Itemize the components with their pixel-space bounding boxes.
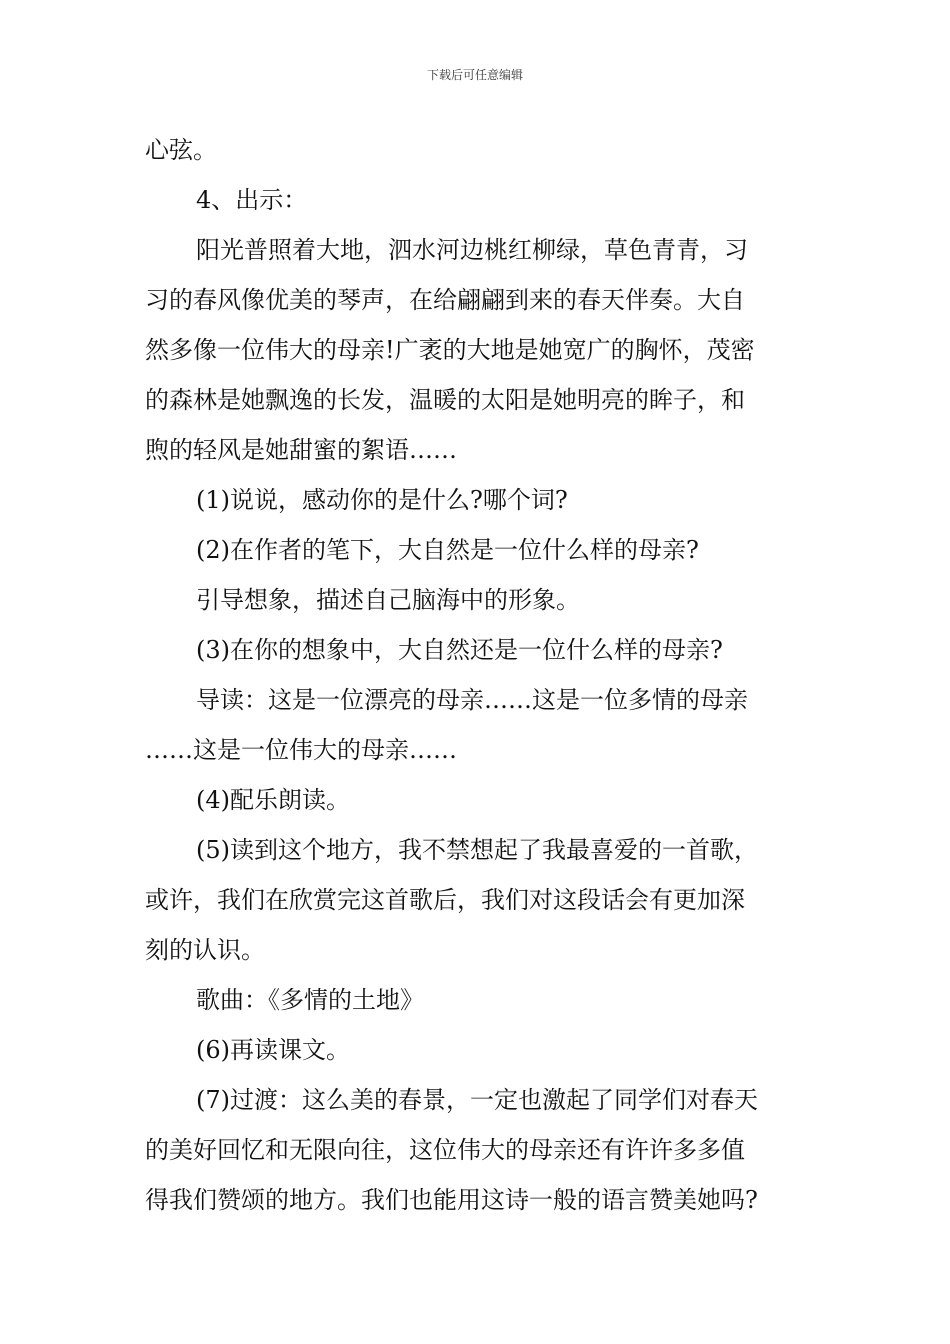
- text-line: 阳光普照着大地，泗水河边桃红柳绿，草色青青，习: [196, 236, 748, 264]
- text-line: (6)再读课文。: [196, 1036, 350, 1064]
- page-header: 下载后可任意编辑: [426, 68, 523, 82]
- text-line: (5)读到这个地方，我不禁想起了我最喜爱的一首歌，: [196, 836, 758, 864]
- text-line: (4)配乐朗读。: [196, 786, 350, 814]
- text-line: 歌曲：《多情的土地》: [196, 986, 424, 1014]
- section-heading: 4、出示：: [196, 186, 308, 214]
- text-line: 或许，我们在欣赏完这首歌后，我们对这段话会有更加深: [145, 886, 745, 914]
- text-line: 刻的认识。: [145, 936, 265, 964]
- text-line: 的森林是她飘逸的长发，温暖的太阳是她明亮的眸子，和: [145, 386, 745, 414]
- text-line: 煦的轻风是她甜蜜的絮语……: [145, 436, 457, 464]
- text-line: 导读：这是一位漂亮的母亲……这是一位多情的母亲: [196, 686, 748, 714]
- text-line: 的美好回忆和无限向往，这位伟大的母亲还有许许多多值: [145, 1136, 745, 1164]
- text-line: 得我们赞颂的地方。我们也能用这诗一般的语言赞美她吗?: [145, 1186, 758, 1214]
- text-line: (7)过渡：这么美的春景，一定也激起了同学们对春天: [196, 1086, 758, 1114]
- text-line: (2)在作者的笔下，大自然是一位什么样的母亲?: [196, 536, 699, 564]
- text-line: 习的春风像优美的琴声，在给翩翩到来的春天伴奏。大自: [145, 286, 745, 314]
- text-line: ……这是一位伟大的母亲……: [145, 736, 457, 764]
- text-line: 然多像一位伟大的母亲!广袤的大地是她宽广的胸怀，茂密: [145, 336, 755, 364]
- text-line: 引导想象，描述自己脑海中的形象。: [196, 586, 580, 614]
- text-line: (3)在你的想象中，大自然还是一位什么样的母亲?: [196, 636, 723, 664]
- text-line: 心弦。: [145, 136, 217, 164]
- text-line: (1)说说，感动你的是什么?哪个词?: [196, 486, 568, 514]
